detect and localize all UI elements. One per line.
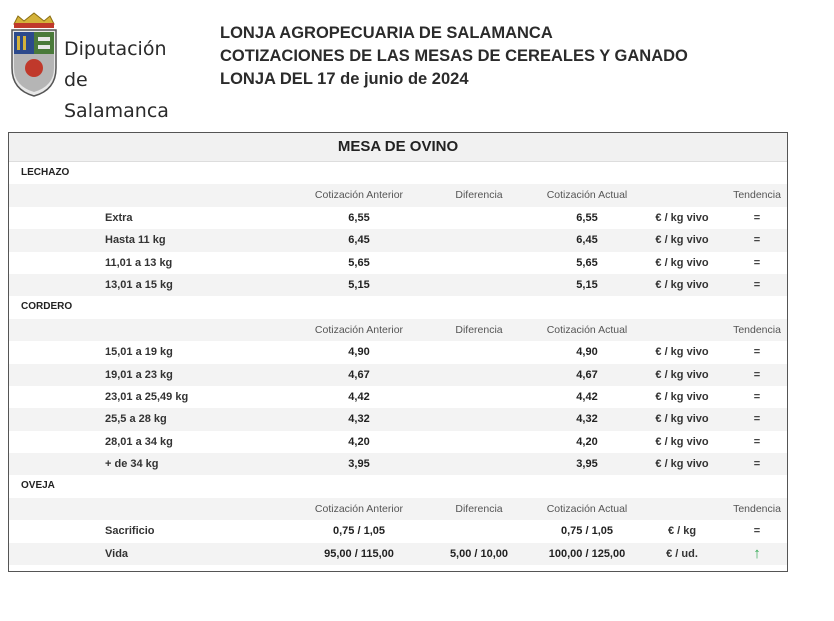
row-label: 13,01 a 15 kg [105, 278, 173, 291]
row-label: Vida [105, 547, 129, 560]
column-header-row [9, 319, 787, 341]
cotizacion-actual: 5,65 [576, 256, 598, 269]
table-row [9, 431, 787, 453]
row-label: 11,01 a 13 kg [105, 256, 173, 269]
section-title-oveja: OVEJA [21, 480, 55, 492]
cotizacion-anterior: 4,67 [348, 368, 370, 381]
row-label: 25,5 a 28 kg [105, 413, 167, 426]
row-label: 28,01 a 34 kg [105, 435, 173, 448]
column-header-row [9, 498, 787, 520]
col-header-tendencia: Tendencia [733, 323, 781, 336]
tendencia: = [753, 458, 761, 471]
cotizacion-actual: 4,90 [576, 346, 598, 359]
row-label: Extra [105, 211, 133, 224]
logo-line-1: Diputación [64, 38, 167, 60]
table-row [9, 229, 787, 251]
row-label: + de 34 kg [105, 458, 159, 471]
table-row [9, 274, 787, 296]
row-label: 19,01 a 23 kg [105, 368, 173, 381]
unit: € / kg vivo [655, 435, 709, 448]
cotizacion-anterior: 4,32 [348, 413, 370, 426]
table-row [9, 543, 787, 565]
section-title-lechazo: LECHAZO [21, 167, 70, 178]
table-row [9, 520, 787, 542]
cotizacion-actual: 4,20 [576, 435, 598, 448]
unit: € / kg vivo [655, 413, 709, 426]
table-row [9, 408, 787, 430]
mesa-title: MESA DE OVINO [9, 133, 787, 162]
page-header [220, 22, 688, 91]
row-label: 23,01 a 25,49 kg [105, 390, 189, 403]
col-header-actual: Cotización Actual [546, 502, 628, 515]
cotizacion-actual: 100,00 / 125,00 [548, 547, 626, 560]
cotizacion-actual: 0,75 / 1,05 [561, 525, 613, 538]
unit: € / kg vivo [655, 390, 709, 403]
trend-up-arrow-icon: ↑ [753, 544, 761, 562]
cotizacion-actual: 6,55 [576, 211, 598, 224]
table-row [9, 341, 787, 363]
row-label: Hasta 11 kg [105, 234, 166, 247]
cotizacion-actual: 3,95 [576, 458, 598, 471]
col-header-diferencia: Diferencia [455, 502, 503, 515]
cotizacion-anterior: 5,15 [348, 278, 370, 291]
unit: € / kg vivo [655, 278, 709, 291]
column-header-row [9, 184, 787, 206]
cotizacion-actual: 5,15 [576, 278, 598, 291]
table-row [9, 252, 787, 274]
header-line-3: LONJA DEL 17 de junio de 2024 [220, 70, 469, 88]
mesa-ovino-table [8, 132, 788, 572]
table-row [9, 453, 787, 475]
cotizacion-anterior: 95,00 / 115,00 [324, 547, 394, 560]
cotizacion-anterior: 4,20 [348, 435, 370, 448]
cotizacion-actual: 4,42 [576, 390, 598, 403]
unit: € / kg vivo [655, 256, 709, 269]
cotizacion-anterior: 3,95 [348, 458, 370, 471]
col-header-anterior: Cotización Anterior [314, 323, 404, 336]
header-line-1: LONJA AGROPECUARIA DE SALAMANCA [220, 24, 553, 42]
tendencia: = [753, 368, 761, 381]
unit: € / kg vivo [655, 368, 709, 381]
coat-of-arms-icon [8, 10, 60, 98]
diputacion-logo [8, 10, 188, 122]
col-header-anterior: Cotización Anterior [314, 502, 404, 515]
tendencia: = [753, 278, 761, 291]
cotizacion-anterior: 4,42 [348, 390, 370, 403]
unit: € / kg vivo [655, 234, 709, 247]
cotizacion-actual: 6,45 [576, 234, 598, 247]
diferencia: 5,00 / 10,00 [449, 547, 509, 560]
tendencia: = [753, 525, 761, 538]
col-header-diferencia: Diferencia [455, 323, 503, 336]
cotizacion-anterior: 6,45 [348, 234, 370, 247]
cotizacion-anterior: 4,90 [348, 346, 370, 359]
section-title-cordero: CORDERO [21, 301, 73, 313]
tendencia: = [753, 413, 761, 426]
tendencia: = [753, 390, 761, 403]
cotizacion-anterior: 5,65 [348, 256, 370, 269]
table-row [9, 386, 787, 408]
tendencia: = [753, 234, 761, 247]
tendencia: = [753, 346, 761, 359]
cotizacion-anterior: 0,75 / 1,05 [333, 525, 385, 538]
cotizacion-actual: 4,67 [576, 368, 598, 381]
unit: € / kg vivo [655, 211, 709, 224]
table-row [9, 364, 787, 386]
col-header-actual: Cotización Actual [546, 189, 628, 202]
tendencia: = [753, 435, 761, 448]
header-line-2: COTIZACIONES DE LAS MESAS DE CEREALES Y GANADO [220, 47, 688, 65]
tendencia: = [753, 256, 761, 269]
col-header-tendencia: Tendencia [733, 502, 781, 515]
col-header-tendencia: Tendencia [733, 189, 781, 202]
unit: € / kg [667, 525, 697, 538]
col-header-actual: Cotización Actual [546, 323, 628, 336]
unit: € / kg vivo [655, 458, 709, 471]
logo-text [64, 34, 188, 127]
unit: € / kg vivo [655, 346, 709, 359]
cotizacion-anterior: 6,55 [348, 211, 370, 224]
row-label: 15,01 a 19 kg [105, 346, 173, 359]
col-header-anterior: Cotización Anterior [314, 189, 404, 202]
logo-line-2: de Salamanca [64, 69, 169, 122]
cotizacion-actual: 4,32 [576, 413, 598, 426]
tendencia: = [753, 211, 761, 224]
row-label: Sacrificio [105, 525, 155, 538]
table-row [9, 207, 787, 229]
col-header-diferencia: Diferencia [455, 189, 503, 202]
unit: € / ud. [666, 547, 698, 560]
